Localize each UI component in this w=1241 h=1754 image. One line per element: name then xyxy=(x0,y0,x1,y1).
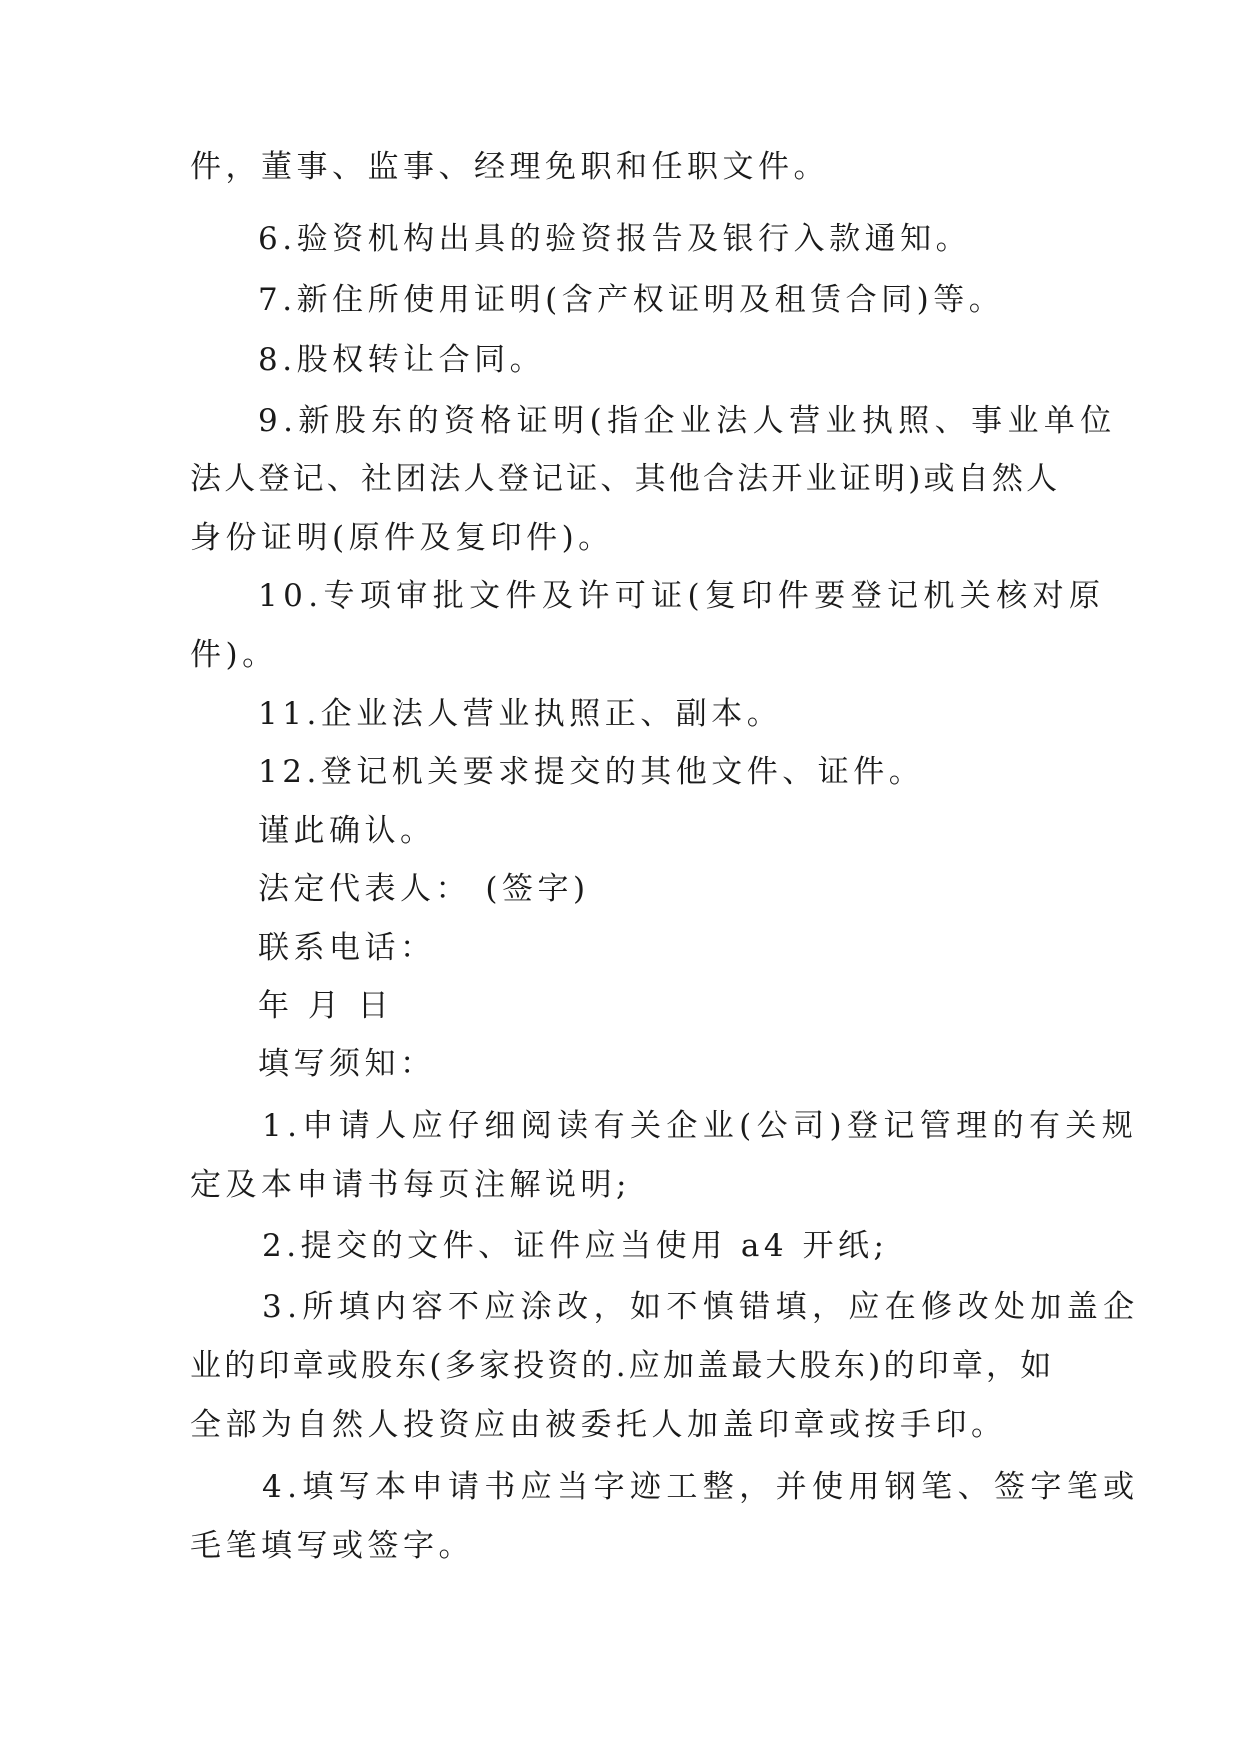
date-line: 年 月 日 xyxy=(258,988,394,1024)
instruction-1-line-2: 定及本申请书每页注解说明; xyxy=(190,1167,631,1203)
list-item-9-line-2: 法人登记、社团法人登记证、其他合法开业证明)或自然人 xyxy=(190,461,1061,497)
list-item-10-line-2: 件)。 xyxy=(190,637,278,673)
list-item-8: 8.股权转让合同。 xyxy=(258,342,546,378)
instructions-heading: 填写须知： xyxy=(258,1046,436,1082)
instruction-3-line-2: 业的印章或股东(多家投资的.应加盖最大股东)的印章，如 xyxy=(190,1348,1055,1384)
contact-phone: 联系电话： xyxy=(258,930,436,966)
legal-representative-signature: 法定代表人： (签字) xyxy=(258,871,590,907)
instruction-3-line-3: 全部为自然人投资应由被委托人加盖印章或按手印。 xyxy=(190,1407,1007,1443)
list-item-11: 11.企业法人营业执照正、副本。 xyxy=(258,696,783,732)
paragraph-line: 件，董事、监事、经理免职和任职文件。 xyxy=(190,149,829,185)
list-item-6: 6.验资机构出具的验资报告及银行入款通知。 xyxy=(258,221,972,257)
list-item-7: 7.新住所使用证明(含产权证明及租赁合同)等。 xyxy=(258,282,1005,318)
list-item-10-line-1: 10.专项审批文件及许可证(复印件要登记机关核对原 xyxy=(258,578,1106,614)
instruction-3-line-1: 3.所填内容不应涂改，如不慎错填，应在修改处加盖企 xyxy=(262,1289,1140,1325)
instruction-4-line-2: 毛笔填写或签字。 xyxy=(190,1528,474,1564)
instruction-2: 2.提交的文件、证件应当使用 a4 开纸; xyxy=(262,1228,889,1264)
list-item-9-line-3: 身份证明(原件及复印件)。 xyxy=(190,520,614,556)
confirmation-text: 谨此确认。 xyxy=(258,813,436,849)
instruction-4-line-1: 4.填写本申请书应当字迹工整，并使用钢笔、签字笔或 xyxy=(262,1469,1140,1505)
instruction-1-line-1: 1.申请人应仔细阅读有关企业(公司)登记管理的有关规 xyxy=(262,1108,1139,1144)
list-item-12: 12.登记机关要求提交的其他文件、证件。 xyxy=(258,754,925,790)
list-item-9-line-1: 9.新股东的资格证明(指企业法人营业执照、事业单位 xyxy=(258,403,1117,439)
